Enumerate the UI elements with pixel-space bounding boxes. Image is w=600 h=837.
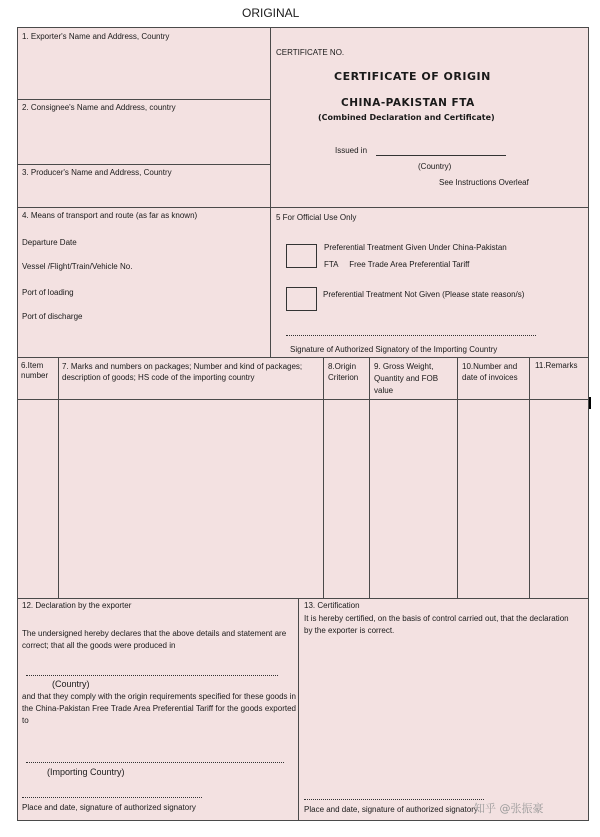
issued-in-label: Issued in [335, 146, 368, 155]
signature-line [286, 335, 536, 336]
authority-signature-line [304, 799, 484, 800]
exporter-signature-line [22, 797, 202, 798]
transport-label: 4. Means of transport and route (as far as known) [22, 211, 198, 220]
treatment-not-given-label: Preferential Treatment Not Given (Please state reason/s) [323, 290, 525, 299]
divider [17, 207, 589, 208]
edge-mark [589, 397, 591, 409]
certificate-title: CERTIFICATE OF ORIGIN [334, 70, 491, 83]
declaration-compliance-text: and that they comply with the origin requirements specified for these goods in the China-Pakistan Free Trade Area Preferential Tariff for the goods exported to [22, 692, 296, 725]
declaration-text: The undersigned hereby declares that the above details and statement are correct; that all the goods were produced in [22, 629, 287, 650]
column-header-weight: 9. Gross Weight, Quantity and FOB value [374, 362, 439, 395]
divider [17, 99, 270, 100]
divider [17, 164, 270, 165]
consignee-label: 2. Consignee's Name and Address, country [22, 103, 176, 112]
divider [298, 598, 299, 821]
treatment-given-label-2: FTA Free Trade Area Preferential Tariff [324, 260, 470, 269]
divider [17, 357, 589, 358]
divider [17, 598, 589, 599]
divider [58, 357, 59, 598]
treatment-not-given-checkbox[interactable] [286, 287, 317, 311]
watermark-text: 知乎 @张振豪 [474, 802, 544, 815]
treatment-given-checkbox[interactable] [286, 244, 317, 268]
column-header-invoice: 10.Number and date of invoices [462, 362, 518, 382]
authority-signature-label: Place and date, signature of authorized signatory [304, 805, 478, 814]
port-loading-label: Port of loading [22, 288, 74, 297]
certificate-number-label: CERTIFICATE NO. [276, 48, 345, 57]
instructions-label: See Instructions Overleaf [439, 178, 529, 187]
divider [270, 28, 271, 358]
document-title: ORIGINAL [242, 6, 300, 20]
produced-in-line [26, 675, 278, 676]
column-header-remarks: 11.Remarks [535, 361, 578, 370]
divider [529, 357, 530, 598]
certification-text: It is hereby certified, on the basis of control carried out, that the declaration by the exporter is correct. [304, 614, 569, 635]
official-use-label: 5 For Official Use Only [276, 213, 357, 222]
departure-date-label: Departure Date [22, 238, 77, 247]
column-header-origin: 8.Origin Criterion [328, 362, 359, 382]
exporter-signature-label: Place and date, signature of authorized signatory [22, 803, 196, 812]
vessel-label: Vessel /Flight/Train/Vehicle No. [22, 262, 133, 271]
divider [17, 399, 589, 400]
issued-in-line [376, 155, 506, 156]
divider [323, 357, 324, 598]
divider [369, 357, 370, 598]
treatment-given-label: Preferential Treatment Given Under China-Pakistan [324, 243, 507, 252]
exported-to-line [26, 762, 284, 763]
fta-title: CHINA-PAKISTAN FTA [341, 97, 475, 109]
importing-signature-label: Signature of Authorized Signatory of the Importing Country [290, 345, 498, 354]
declaration-country-label: (Country) [52, 679, 90, 689]
certificate-subtitle: (Combined Declaration and Certificate) [318, 113, 495, 122]
certification-label: 13. Certification [304, 601, 360, 610]
port-discharge-label: Port of discharge [22, 312, 83, 321]
country-label: (Country) [418, 162, 452, 171]
column-header-item: 6.Item number [21, 361, 49, 380]
divider [457, 357, 458, 598]
declaration-label: 12. Declaration by the exporter [22, 601, 132, 610]
importing-country-label: (Importing Country) [47, 767, 125, 777]
exporter-label: 1. Exporter's Name and Address, Country [22, 32, 170, 41]
column-header-marks: 7. Marks and numbers on packages; Number and kind of packages; description of goods; HS code of the importing country [62, 362, 303, 382]
producer-label: 3. Producer's Name and Address, Country [22, 168, 172, 177]
